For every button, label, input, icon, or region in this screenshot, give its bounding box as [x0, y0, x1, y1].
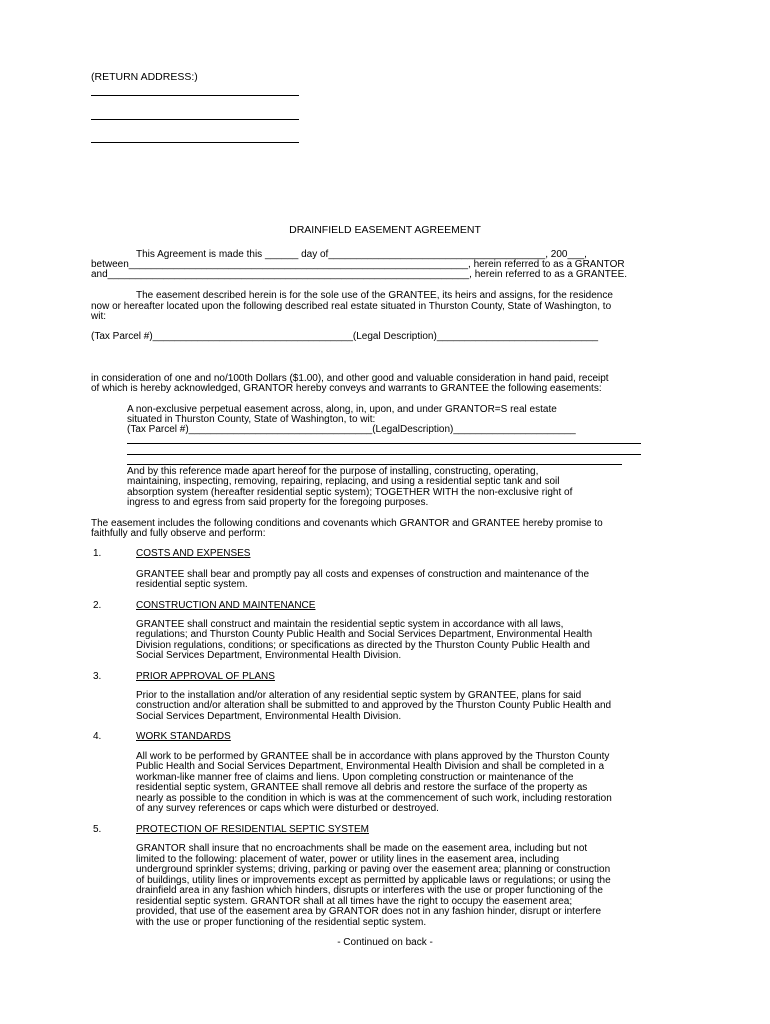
section-5-line-8: with the use or proper functioning of the residential septic system. — [136, 917, 427, 928]
section-3-line-1: Prior to the installation and/or alteration of any residential septic system by GRANTEE, plans for said — [136, 690, 582, 701]
return-address-line-3 — [91, 142, 299, 143]
legal-description-blank-3 — [127, 464, 622, 465]
section-1-heading: COSTS AND EXPENSES — [136, 548, 251, 559]
section-2-number: 2. — [93, 600, 102, 611]
easement-line-2: situated in Thurston County, State of Washington, to wit: — [127, 414, 376, 425]
section-1-number: 1. — [93, 548, 102, 559]
easement-para-line-3: absorption system (hereafter residential septic system); TOGETHER WITH the non-exclusive right of — [127, 487, 573, 498]
legal-description-blank-1 — [127, 443, 641, 444]
consideration-line-1: in consideration of one and no/100th Dollars ($1.00), and other good and valuable consideration in hand paid, receipt — [91, 373, 609, 384]
intro-line-1: This Agreement is made this ______ day of_______________________________________, 200___, — [136, 249, 587, 260]
section-4-line-4: residential septic system, GRANTEE shall remove all debris and restore the surface of the property as — [136, 782, 588, 793]
easement-line-1: A non-exclusive perpetual easement across, along, in, upon, and under GRANTOR=S real estate — [127, 404, 557, 415]
easement-para-line-1: And by this reference made apart hereof for the purpose of installing, constructing, operating, — [127, 466, 539, 477]
section-2-line-4: Social Services Department, Environmental Health Division. — [136, 650, 402, 661]
section-4-line-6: of any survey references or caps which were disturbed or destroyed. — [136, 803, 439, 814]
return-address-line-2 — [91, 119, 299, 120]
section-2-line-1: GRANTEE shall construct and maintain the residential septic system in accordance with all laws, — [136, 619, 564, 630]
section-3-line-3: Social Services Department, Environmental Health Division. — [136, 711, 402, 722]
section-2-line-2: regulations; and Thurston County Public Health and Social Services Department, Environmental Health — [136, 629, 593, 640]
section-1-line-1: GRANTEE shall bear and promptly pay all costs and expenses of construction and maintenance of the — [136, 569, 590, 580]
section-5-number: 5. — [93, 824, 102, 835]
section-3-line-2: construction and/or alteration shall be submitted to and approved by the Thurston County Public Health and — [136, 700, 612, 711]
section-5-line-6: residential septic system. GRANTOR shall at all times have the right to occupy the easement area; — [136, 896, 573, 907]
intro-line-3: and_________________________________________________________________, herein referred to as a GRANTEE. — [91, 269, 628, 280]
section-2-heading: CONSTRUCTION AND MAINTENANCE — [136, 600, 316, 611]
section-3-number: 3. — [93, 671, 102, 682]
return-address-line-1 — [91, 95, 299, 96]
section-5-line-4: of buildings, utility lines or improvements except as permitted by applicable laws or regulations; or using the — [136, 875, 611, 886]
section-5-line-7: provided, that use of the easement area by GRANTOR does not in any fashion hinder, disrupt or interfere — [136, 906, 602, 917]
section-5-heading: PROTECTION OF RESIDENTIAL SEPTIC SYSTEM — [136, 824, 369, 835]
easement-line-3: (Tax Parcel #)_________________________________(LegalDescription)______________________ — [127, 424, 576, 435]
consideration-line-2: of which is hereby acknowledged, GRANTOR hereby conveys and warrants to GRANTEE the following easements: — [91, 383, 602, 394]
purpose-line-3: wit: — [91, 311, 106, 322]
section-5-line-2: limited to the following: placement of water, power or utility lines in the easement area, including — [136, 854, 560, 865]
section-4-line-5: nearly as possible to the condition in which is was at the commencement of such work, including restoration — [136, 793, 612, 804]
legal-description-blank-2 — [127, 454, 641, 455]
section-1-line-2: residential septic system. — [136, 579, 248, 590]
continued-on-back: - Continued on back - — [337, 937, 433, 948]
section-4-heading: WORK STANDARDS — [136, 731, 231, 742]
document-title: DRAINFIELD EASEMENT AGREEMENT — [289, 224, 481, 236]
section-4-line-1: All work to be performed by GRANTEE shall be in accordance with plans approved by the Thurston County — [136, 751, 610, 762]
section-5-line-1: GRANTOR shall insure that no encroachments shall be made on the easement area, including but not — [136, 843, 588, 854]
section-4-number: 4. — [93, 731, 102, 742]
purpose-line-1: The easement described herein is for the sole use of the GRANTEE, its heirs and assigns, for the residence — [136, 290, 613, 301]
purpose-line-2: now or hereafter located upon the following described real estate situated in Thurston County, State of Washington, to — [91, 301, 612, 312]
tax-parcel-line: (Tax Parcel #)____________________________________(Legal Description)_____________________________ — [91, 331, 599, 342]
section-5-line-5: drainfield area in any fashion which hinders, disrupts or interferes with the use or proper functioning of the — [136, 885, 603, 896]
section-5-line-3: underground sprinkler systems; driving, parking or paving over the easement area; planning or construction — [136, 864, 611, 875]
section-2-line-3: Division regulations, conditions; or specifications as directed by the Thurston County Public Health and — [136, 640, 590, 651]
easement-para-line-4: ingress to and egress from said property for the foregoing purposes. — [127, 497, 429, 508]
conditions-intro-line-2: faithfully and fully observe and perform: — [91, 528, 266, 539]
intro-line-2: between_____________________________________________________________, herein referred to as a GRANTOR — [91, 259, 625, 270]
section-4-line-3: workman-like manner free of claims and liens. Upon completing construction or maintenance of the — [136, 772, 574, 783]
return-address-label: (RETURN ADDRESS:) — [91, 71, 198, 83]
section-3-heading: PRIOR APPROVAL OF PLANS — [136, 671, 275, 682]
easement-para-line-2: maintaining, inspecting, removing, repairing, replacing, and using a residential septic tank and soil — [127, 476, 560, 487]
conditions-intro-line-1: The easement includes the following conditions and covenants which GRANTOR and GRANTEE hereby promise to — [91, 518, 603, 529]
section-4-line-2: Public Health and Social Services Department, Environmental Health Division and shall be completed in a — [136, 761, 605, 772]
